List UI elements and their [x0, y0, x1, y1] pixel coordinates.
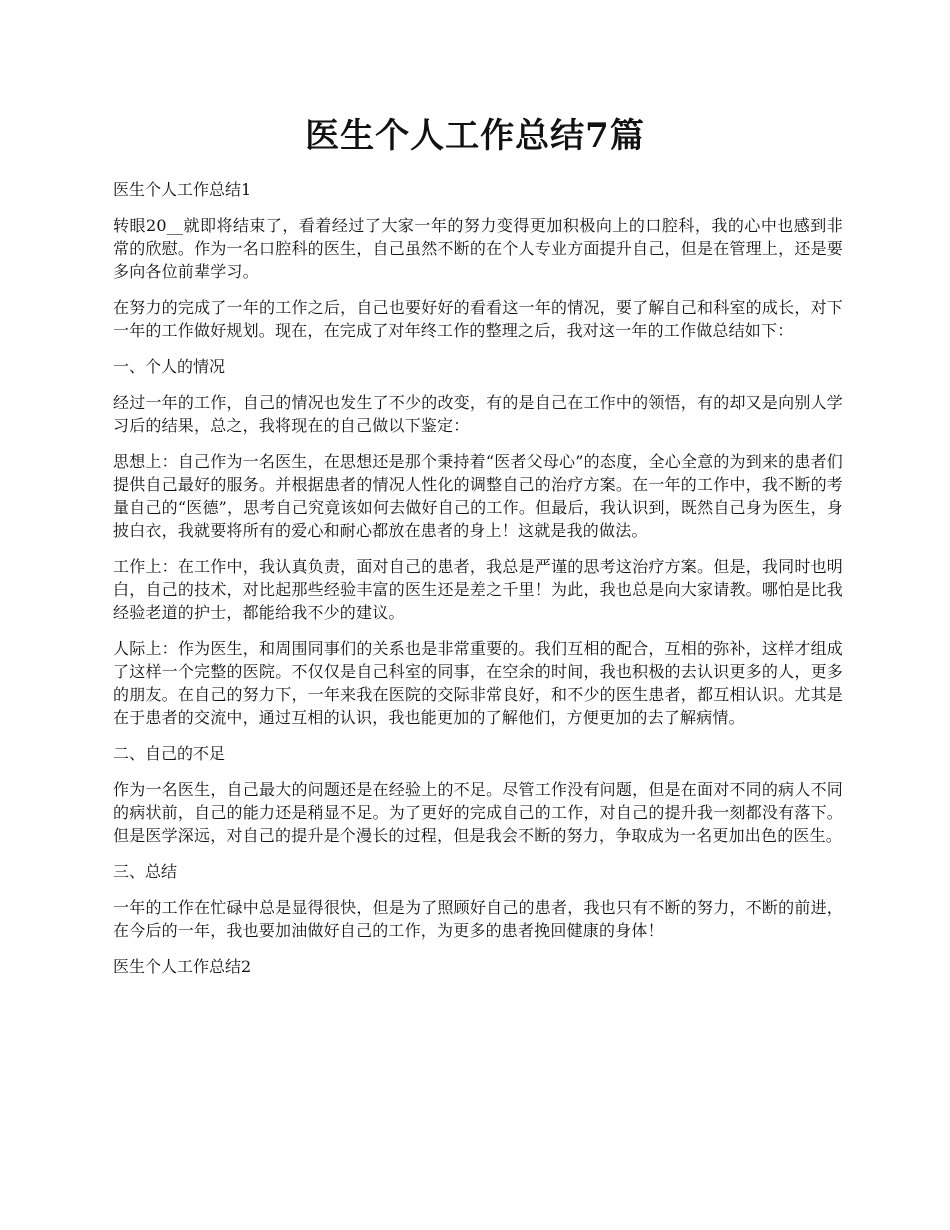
paragraph-overview: 在努力的完成了一年的工作之后，自己也要好好的看看这一年的情况，要了解自己和科室的成长，对下一年的工作做好规划。现在，在完成了对年终工作的整理之后，我对这一年的工作做总结如下： — [113, 298, 843, 340]
paragraph-thought: 思想上：自己作为一名医生，在思想还是那个秉持着“医者父母心”的态度，全心全意的为到来的患者们提供自己最好的服务。并根据患者的情况人性化的调整自己的治疗方案。在一年的工作中，我不断的考量自己的“医德”，思考自己究竟该如何去做好自己的工作。但最后，我认识到，既然自己身为医生，身披白衣，我就要将所有的爱心和耐心都放在患者的身上！这就是我的做法。 — [113, 452, 843, 540]
paragraph-work: 工作上：在工作中，我认真负责，面对自己的患者，我总是严谨的思考这治疗方案。但是，我同时也明白，自己的技术，对比起那些经验丰富的医生还是差之千里！为此，我也总是向大家请教。哪怕是比我经验老道的护士，都能给我不少的建议。 — [113, 557, 843, 622]
document-body — [113, 178, 843, 991]
section-heading-shortcomings: 二、自己的不足 — [113, 744, 226, 763]
section-heading-personal: 一、个人的情况 — [113, 357, 226, 376]
paragraph-intro: 转眼20__就即将结束了，看着经过了大家一年的努力变得更加积极向上的口腔科，我的心中也感到非常的欣慰。作为一名口腔科的医生，自己虽然不断的在个人专业方面提升自己，但是在管理上，还是要多向各位前辈学习。 — [113, 216, 843, 281]
paragraph-conclusion: 一年的工作在忙碌中总是显得很快，但是为了照顾好自己的患者，我也只有不断的努力，不断的前进，在今后的一年，我也要加油做好自己的工作，为更多的患者挽回健康的身体！ — [113, 898, 843, 940]
section-heading-summary-1: 医生个人工作总结1 — [113, 180, 252, 199]
section-heading-conclusion: 三、总结 — [113, 862, 178, 881]
paragraph-shortcomings: 作为一名医生，自己最大的问题还是在经验上的不足。尽管工作没有问题，但是在面对不同的病人不同的病状前，自己的能力还是稍显不足。为了更好的完成自己的工作，对自己的提升我一刻都没有落下。但是医学深远，对自己的提升是个漫长的过程，但是我会不断的努力，争取成为一名更加出色的医生。 — [113, 780, 843, 845]
paragraph-relations: 人际上：作为医生，和周围同事们的关系也是非常重要的。我们互相的配合，互相的弥补，这样才组成了这样一个完整的医院。不仅仅是自己科室的同事，在空余的时间，我也积极的去认识更多的人，更多的朋友。在自己的努力下，一年来我在医院的交际非常良好，和不少的医生患者，都互相认识。尤其是在于患者的交流中，通过互相的认识，我也能更加的了解他们，方便更加的去了解病情。 — [113, 639, 843, 727]
document-title: 医生个人工作总结7篇 — [305, 116, 645, 156]
section-heading-summary-2: 医生个人工作总结2 — [113, 957, 252, 976]
paragraph-personal-intro: 经过一年的工作，自己的情况也发生了不少的改变，有的是自己在工作中的领悟，有的却又是向别人学习后的结果，总之，我将现在的自己做以下鉴定： — [113, 393, 843, 435]
